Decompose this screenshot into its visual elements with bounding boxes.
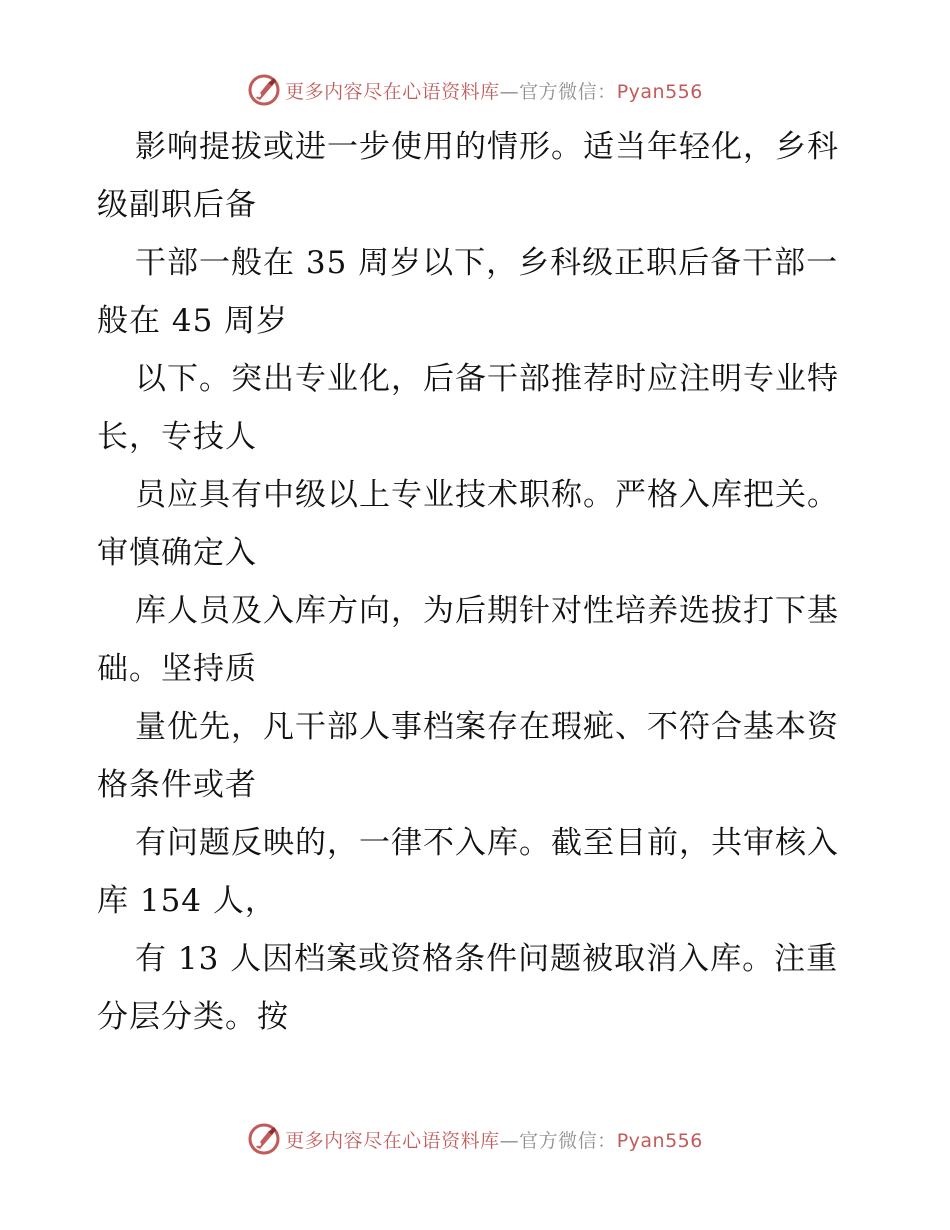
paragraph: 干部一般在 35 周岁以下，乡科级正职后备干部一般在 45 周岁: [97, 245, 839, 339]
watermark-wechat-id: Pyan556: [616, 80, 703, 103]
watermark-footer: [0, 1119, 950, 1159]
watermark-separator: —: [499, 80, 520, 103]
watermark-suffix: 官方微信：: [519, 80, 617, 103]
paragraph: 库人员及入库方向，为后期针对性培养选拔打下基础。坚持质: [97, 593, 839, 687]
paragraph: 有问题反映的，一律不入库。截至目前，共审核入库 154 人，: [97, 825, 839, 919]
quill-pen-logo-icon: [247, 73, 281, 107]
document-body: [97, 118, 857, 1046]
paragraph: 影响提拔或进一步使用的情形。适当年轻化，乡科级副职后备: [97, 129, 839, 223]
watermark-site-name: 更多内容尽在心语资料库: [285, 80, 500, 103]
paragraph: 以下。突出专业化，后备干部推荐时应注明专业特长，专技人: [97, 361, 839, 455]
watermark-text: [285, 1126, 703, 1153]
paragraph: 员应具有中级以上专业技术职称。严格入库把关。审慎确定入: [97, 477, 839, 571]
paragraph: 有 13 人因档案或资格条件问题被取消入库。注重分层分类。按: [97, 941, 839, 1035]
watermark-suffix: 官方微信：: [519, 1129, 617, 1152]
watermark-wechat-id: Pyan556: [616, 1129, 703, 1152]
quill-pen-logo-icon: [247, 1122, 281, 1156]
watermark-site-name: 更多内容尽在心语资料库: [285, 1129, 500, 1152]
watermark-header: [0, 70, 950, 110]
watermark-text: [285, 77, 703, 104]
paragraph: 量优先，凡干部人事档案存在瑕疵、不符合基本资格条件或者: [97, 709, 839, 803]
watermark-separator: —: [499, 1129, 520, 1152]
